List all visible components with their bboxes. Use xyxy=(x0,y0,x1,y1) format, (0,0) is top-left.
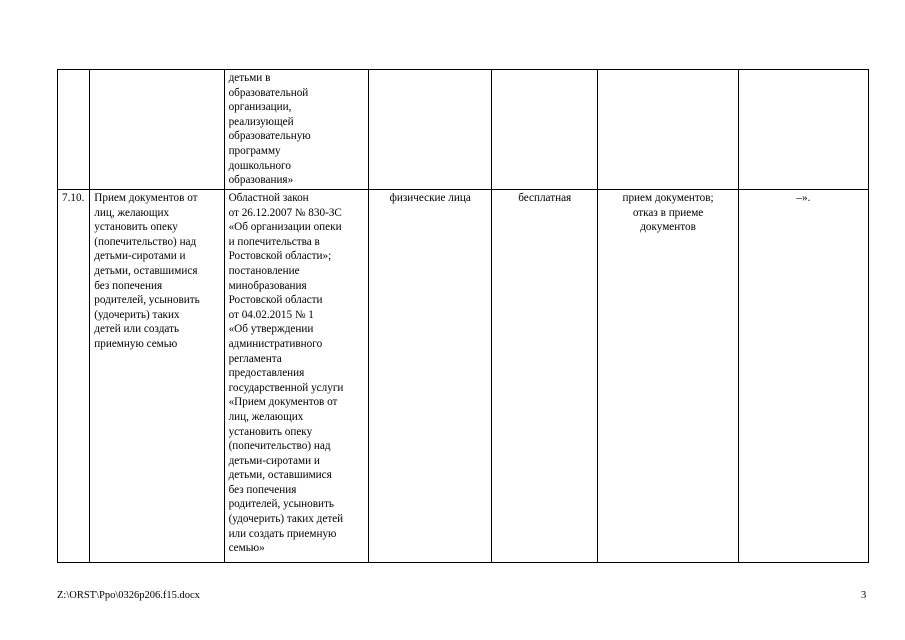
cell-legal-basis: Областной закон от 26.12.2007 № 830-ЗС «Об организации опеки и попечительства в Ростовской области»; постановление минобразования Ростовской области от 04.02.2015 № 1 «Об утверждении административного регламента предоставления государственной услуги «Прием документов от лиц, желающих установить опеку (попечительство) над детьми-сиротами и детьми, оставшимися без попечения родителей, усыновить (удочерить) таких детей или создать приемную семью» xyxy=(224,190,369,563)
services-table xyxy=(57,69,869,563)
cell-service-name-empty xyxy=(90,70,224,190)
table-row-continuation xyxy=(58,70,869,190)
cell-payment-empty xyxy=(492,70,598,190)
footer-file-path: Z:\ORST\Ppo\0326p206.f15.docx xyxy=(57,590,200,601)
cell-service-name: Прием документов от лиц, желающих установить опеку (попечительство) над детьми-сиротами и детьми, оставшимися без попечения родителей, усыновить (удочерить) таких детей или создать приемную семью xyxy=(90,190,224,563)
cell-result: прием документов; отказ в приеме документов xyxy=(598,190,739,563)
cell-legal-basis-continuation: детьми в образовательной организации, реализующей образовательную программу дошкольного образования» xyxy=(224,70,369,190)
cell-closing-empty xyxy=(738,70,868,190)
cell-payment: бесплатная xyxy=(492,190,598,563)
cell-number-empty xyxy=(58,70,90,190)
cell-recipients: физические лица xyxy=(369,190,492,563)
cell-recipients-empty xyxy=(369,70,492,190)
cell-result-empty xyxy=(598,70,739,190)
table-row-7-10 xyxy=(58,190,869,563)
footer-page-number: 3 xyxy=(861,590,867,601)
cell-number: 7.10. xyxy=(58,190,90,563)
cell-closing: –». xyxy=(738,190,868,563)
